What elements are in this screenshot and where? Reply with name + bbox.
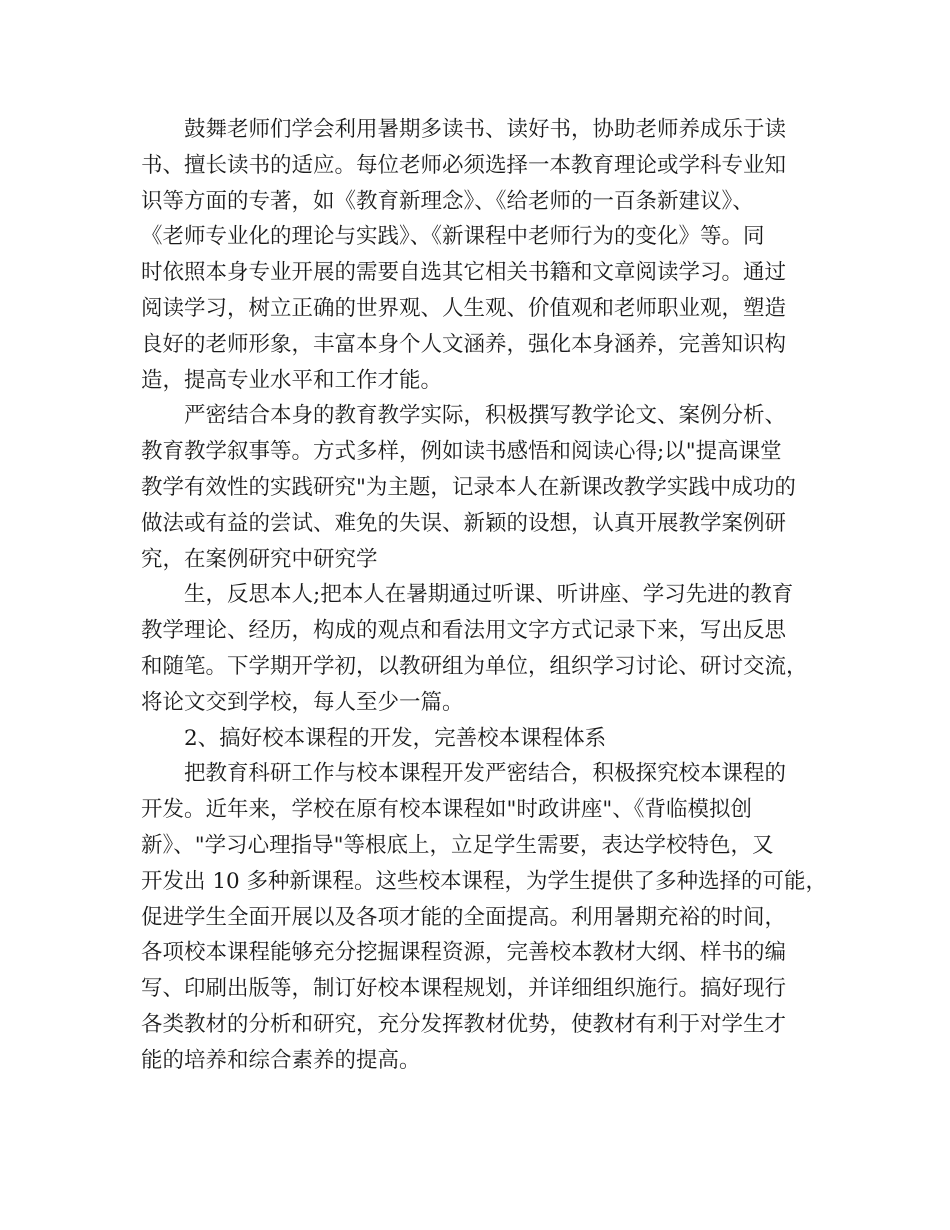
text-line: 鼓舞老师们学会利用暑期多读书、读好书，协助老师养成乐于读 <box>184 117 787 142</box>
text-line: 生，反思本人;把本人在暑期通过听课、听讲座、学习先进的教育 <box>184 582 794 608</box>
text-line: 教学有效性的实践研究"为主题，记录本人在新课改教学实践中成功的 <box>141 474 796 500</box>
text-line: 各项校本课程能够充分挖掘课程资源，完善校本教材大纲、样书的编 <box>141 940 787 966</box>
text-line: 阅读学习，树立正确的世界观、人生观、价值观和老师职业观，塑造 <box>141 295 787 321</box>
text-line: 开发出 10 多种新课程。这些校本课程，为学生提供了多种选择的可能， <box>141 868 828 894</box>
text-line: 做法或有益的尝试、难免的失误、新颖的设想，认真开展教学案例研 <box>141 510 787 536</box>
text-line: 写、印刷出版等，制订好校本课程规划，并详细组织施行。搞好现行 <box>141 976 787 1002</box>
text-line: 严密结合本身的教育教学实际，积极撰写教学论文、案例分析、 <box>184 403 787 429</box>
section-heading: 2、搞好校本课程的开发，完善校本课程体系 <box>184 725 607 751</box>
text-line: 开发。近年来，学校在原有校本课程如"时政讲座"、《背临模拟创 <box>141 797 753 823</box>
text-line: 把教育科研工作与校本课程开发严密结合，积极探究校本课程的 <box>184 761 787 787</box>
text-line: 时依照本身专业开展的需要自选其它相关书籍和文章阅读学习。通过 <box>141 260 787 286</box>
text-line: 教学理论、经历，构成的观点和看法用文字方式记录下来，写出反思 <box>141 618 787 644</box>
text-line: 造，提高专业水平和工作才能。 <box>141 367 443 393</box>
text-line: 促进学生全面开展以及各项才能的全面提高。利用暑期充裕的时间， <box>141 904 787 930</box>
text-line: 究，在案例研究中研究学 <box>141 546 378 572</box>
text-line: 和随笔。下学期开学初，以教研组为单位，组织学习讨论、研讨交流， <box>141 653 808 679</box>
text-line: 新》、"学习心理指导"等根底上，立足学生需要，表达学校特色，又 <box>141 832 774 858</box>
text-line: 能的培养和综合素养的提高。 <box>141 1047 421 1073</box>
text-line: 各类教材的分析和研究，充分发挥教材优势，使教材有利于对学生才 <box>141 1011 787 1037</box>
text-line: 书、擅长读书的适应。每位老师必须选择一本教育理论或学科专业知 <box>141 152 787 178</box>
text-line: 将论文交到学校，每人至少一篇。 <box>141 689 464 715</box>
document-body <box>141 112 831 1079</box>
text-line: 识等方面的专著，如《教育新理念》、《给老师的一百条新建议》、 <box>141 188 754 214</box>
text-line: 良好的老师形象，丰富本身个人文涵养，强化本身涵养，完善知识构 <box>141 331 787 357</box>
text-line: 教育教学叙事等。方式多样，例如读书感悟和阅读心得;以"提高课堂 <box>141 439 782 465</box>
text-line: 《老师专业化的理论与实践》、《新课程中老师行为的变化》等。同 <box>141 224 765 250</box>
